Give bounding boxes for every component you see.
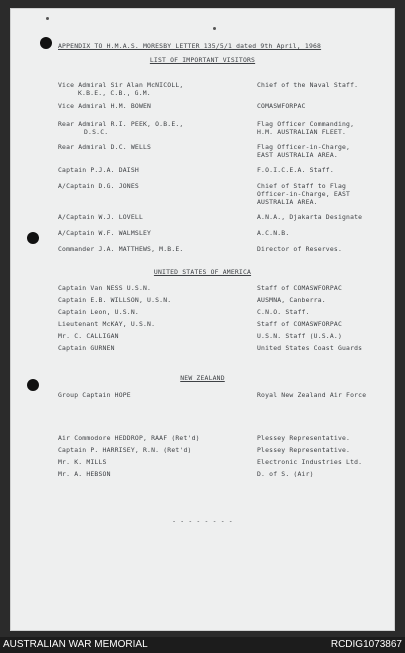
visitor-name: A/Captain D.G. JONES: [58, 182, 139, 190]
visitor-name: Captain E.B. WILLSON, U.S.N.: [58, 296, 172, 304]
visitor-name: Captain P.J.A. DAISH: [58, 166, 139, 174]
visitor-name-cont: D.S.C.: [84, 128, 109, 136]
visitor-role: AUSMNA, Canberra.: [257, 296, 326, 304]
visitor-name: A/Captain W.F. WALMSLEY: [58, 229, 152, 237]
archive-footer: [0, 637, 405, 653]
visitor-role: Plessey Representative.: [257, 434, 351, 442]
visitor-name: Captain P. HARRISEY, R.N. (Ret'd): [58, 446, 192, 454]
visitor-role: Flag Officer-in-Charge,: [257, 143, 351, 151]
visitor-role: Flag Officer Commanding,: [257, 120, 355, 128]
section-heading-nz: NEW ZEALAND: [180, 374, 225, 382]
visitor-name: Rear Admiral R.I. PEEK, O.B.E.,: [58, 120, 184, 128]
punch-hole: [40, 37, 52, 49]
document-page: [10, 8, 395, 631]
visitor-name: Rear Admiral D.C. WELLS: [58, 143, 152, 151]
visitor-role: Director of Reserves.: [257, 245, 342, 253]
visitor-role: A.N.A., Djakarta Designate: [257, 213, 363, 221]
visitor-role: F.O.I.C.E.A. Staff.: [257, 166, 334, 174]
visitor-role: Electronic Industries Ltd.: [257, 458, 363, 466]
visitor-name: Air Commodore HEDDROP, RAAF (Ret'd): [58, 434, 200, 442]
visitor-role: D. of S. (Air): [257, 470, 314, 478]
visitor-name-cont: K.B.E., C.B., G.M.: [78, 89, 151, 97]
appendix-header: APPENDIX TO H.M.A.S. MORESBY LETTER 135/5/1 dated 9th April, 1968: [58, 42, 322, 50]
visitor-role: Royal New Zealand Air Force: [257, 391, 367, 399]
visitor-name: Lieutenant McKAY, U.S.N.: [58, 320, 156, 328]
paper-mark: [213, 27, 216, 30]
visitor-name: Mr. K. MILLS: [58, 458, 107, 466]
visitor-role: Staff of COMASWFORPAC: [257, 320, 342, 328]
visitor-name: Vice Admiral H.M. BOWEN: [58, 102, 152, 110]
visitor-role: Chief of Staff to Flag: [257, 182, 347, 190]
visitor-role: Staff of COMASWFORPAC: [257, 284, 342, 292]
institution-label: AUSTRALIAN WAR MEMORIAL: [3, 639, 148, 650]
visitor-name: Group Captain HOPE: [58, 391, 131, 399]
visitor-role-cont: H.M. AUSTRALIAN FLEET.: [257, 128, 347, 136]
section-heading-usa: UNITED STATES OF AMERICA: [153, 268, 252, 276]
visitor-name: Captain Leon, U.S.N.: [58, 308, 139, 316]
visitor-role: U.S.N. Staff (U.S.A.): [257, 332, 342, 340]
visitor-name: Captain GURNEN: [58, 344, 115, 352]
visitor-name: Captain Van NESS U.S.N.: [58, 284, 152, 292]
record-id: RCDIG1073867: [330, 639, 402, 650]
visitor-role: A.C.N.B.: [257, 229, 290, 237]
visitor-role-cont: EAST AUSTRALIA AREA.: [257, 151, 338, 159]
visitor-name: Commander J.A. MATTHEWS, M.B.E.: [58, 245, 184, 253]
visitor-role-cont: AUSTRALIA AREA.: [257, 198, 318, 206]
visitor-role: Plessey Representative.: [257, 446, 351, 454]
document-title: LIST OF IMPORTANT VISITORS: [149, 56, 256, 64]
punch-hole: [27, 232, 39, 244]
visitor-role: C.N.O. Staff.: [257, 308, 310, 316]
visitor-name: Vice Admiral Sir Alan McNICOLL,: [58, 81, 184, 89]
visitor-role: United States Coast Guards: [257, 344, 363, 352]
paper-mark: [46, 17, 49, 20]
visitor-role-cont: Officer-in-Charge, EAST: [257, 190, 351, 198]
visitor-name: Mr. C. CALLIGAN: [58, 332, 119, 340]
visitor-name: A/Captain W.J. LOVELL: [58, 213, 143, 221]
end-of-list-mark: - - - - - - - -: [172, 517, 233, 525]
visitor-name: Mr. A. HEBSON: [58, 470, 111, 478]
visitor-role: Chief of the Naval Staff.: [257, 81, 359, 89]
visitor-role: COMASWFORPAC: [257, 102, 306, 110]
